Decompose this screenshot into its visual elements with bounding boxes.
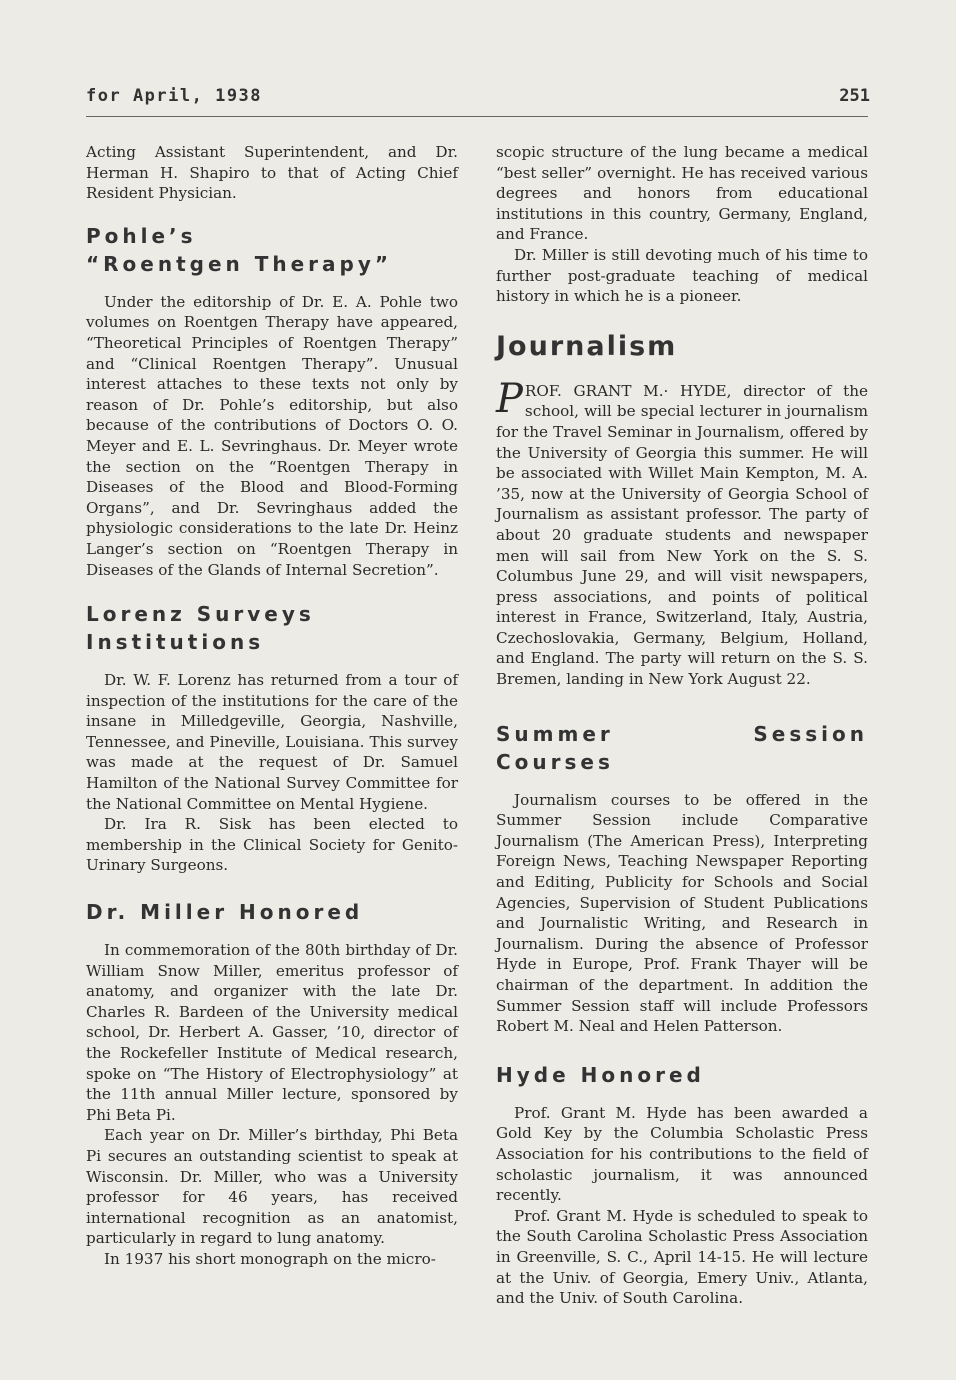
- hyde-heading: Hyde Honored: [496, 1062, 705, 1087]
- journalism-heading: Journalism: [496, 330, 678, 362]
- journalism-dropcap: P: [496, 375, 523, 422]
- pohle-heading: [86, 222, 458, 278]
- pohle-paragraph: Under the editorship of Dr. E. A. Pohle two volumes on Roentgen Therapy have appeared, “Theoretical Principles of Roentgen Therapy” and “Clinical Roentgen Therapy”. Unusual interest attaches to these texts not only by reason of Dr. Pohle’s editorship, but also because of the contributions of Doctors O. O. Meyer and E. L. Sevringhaus. Dr. Meyer wrote the section on the “Roentgen Therapy in Diseases of the Blood and Blood-Forming Organs”, and Dr. Sevringhaus added the physiologic considerations to the late Dr. Heinz Langer’s section on “Roentgen Therapy in Diseases of the Glands of Internal Secretion”.: [86, 292, 458, 579]
- lorenz-heading: [86, 600, 458, 656]
- pohle-heading-line2: “Roentgen Therapy”: [86, 251, 393, 276]
- miller-cont-paragraph-1: scopic structure of the lung became a medical “best seller” overnight. He has received various degrees and honors from educational institutions in this country, Germany, England, and France.: [496, 143, 868, 244]
- lorenz-heading-line1: Lorenz Surveys: [86, 602, 315, 627]
- lorenz-paragraph-1: Dr. W. F. Lorenz has returned from a tour of inspection of the institutions for the care of the insane in Milledgeville, Georgia, Nashville, Tennessee, and Pineville, Louisiana. This survey was made at the request of Dr. Samuel Hamilton of the National Survey Committee for the National Committee on Mental Hygiene.: [86, 671, 458, 813]
- miller-paragraph-3: In 1937 his short monograph on the micro-: [104, 1249, 436, 1268]
- hyde-paragraph-2: Prof. Grant M. Hyde is scheduled to speak to the South Carolina Scholastic Press Association in Greenville, S. C., April 14-15. He will lecture at the Univ. of Georgia, Emery Univ., Atlanta, and the Univ. of South Carolina.: [496, 1206, 868, 1308]
- miller-paragraph-1: In commemoration of the 80th birthday of Dr. William Snow Miller, emeritus professor of anatomy, and organizer with the late Dr. Charles R. Bardeen of the University medical school, Dr. Herbert A. Gasser, ’10, director of the Rockefeller Institute of Medical research, spoke on “The History of Electrophysiology” at the 11th annual Miller lecture, sponsored by Phi Beta Pi.: [86, 941, 458, 1124]
- miller-cont-paragraph-2: Dr. Miller is still devoting much of his time to further post-graduate teaching of medical history in which he is a pioneer.: [496, 245, 868, 306]
- lorenz-paragraph-2: Dr. Ira R. Sisk has been elected to membership in the Clinical Society for Genito-Urinary Surgeons.: [86, 815, 458, 875]
- right-column: [496, 142, 868, 1309]
- miller-heading: Dr. Miller Honored: [86, 900, 364, 925]
- hyde-paragraph-1: Prof. Grant M. Hyde has been awarded a Gold Key by the Columbia Scholastic Press Association for his contributions to the field of scholastic journalism, it was announced recently.: [496, 1103, 868, 1205]
- header-rule: [86, 116, 868, 117]
- journalism-text: ROF. GRANT M.· HYDE, director of the school, will be special lecturer in journalism for the Travel Seminar in Journalism, offered by the University of Georgia this summer. He will be associated with Willet Main Kempton, M. A. ’35, now at the University of Georgia School of Journalism as assistant professor. The party of about 20 graduate students and newspaper men will sail from New York on the S. S. Columbus June 29, and will visit newspapers, press associations, and points of political interest in France, Switzerland, Italy, Austria, Czechoslovakia, Germany, Belgium, Holland, and England. The party will return on the S. S. Bremen, landing in New York August 22.: [496, 381, 868, 689]
- left-column: [86, 142, 458, 1270]
- miller-paragraph-2: Each year on Dr. Miller’s birthday, Phi Beta Pi secures an outstanding scientist to speak at Wisconsin. Dr. Miller, who was a University professor for 46 years, has received international recognition as an anatomist, particularly in regard to lung anatomy.: [86, 1126, 458, 1248]
- page-number: 251: [839, 86, 870, 106]
- intro-paragraph: Acting Assistant Superintendent, and Dr. Herman H. Shapiro to that of Acting Chief Resident Physician.: [86, 143, 458, 203]
- summer-session-paragraph: Journalism courses to be offered in the Summer Session include Comparative Journalism (The American Press), Interpreting Foreign News, Teaching Newspaper Reporting and Editing, Publicity for Schools and Social Agencies, Supervision of Student Publications and Journalistic Writing, and Research in Journalism. During the absence of Professor Hyde in Europe, Prof. Frank Thayer will be chairman of the department. In addition the Summer Session staff will include Professors Robert M. Neal and Helen Patterson.: [496, 790, 868, 1036]
- summer-session-heading: Summer Session Courses: [496, 721, 868, 774]
- pohle-heading-line1: Pohle’s: [86, 223, 197, 248]
- running-head: for April, 1938: [86, 86, 263, 106]
- journalism-paragraph: [496, 375, 868, 690]
- lorenz-heading-line2: Institutions: [86, 630, 265, 655]
